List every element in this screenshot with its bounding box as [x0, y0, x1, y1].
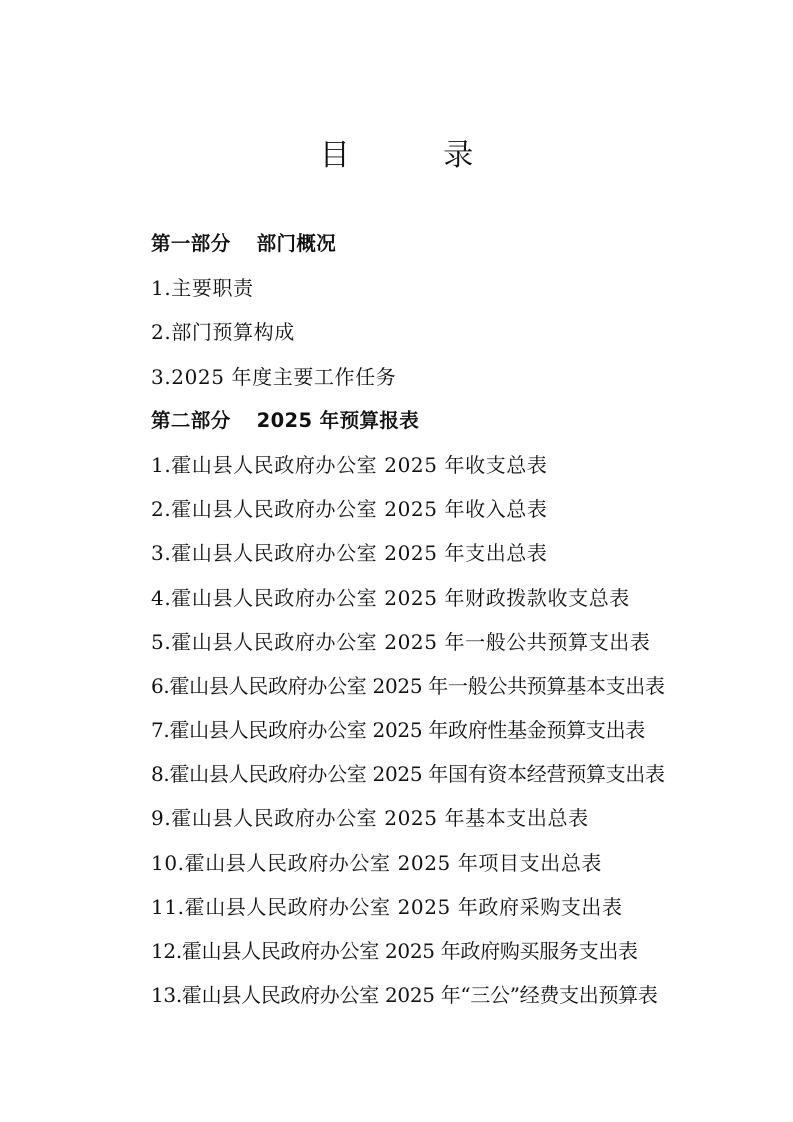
- section-title: 部门概况: [256, 232, 337, 255]
- toc-entry[interactable]: 3.霍山县人民政府办公室 2025 年支出总表: [151, 541, 548, 566]
- page-title: 目 录: [319, 138, 516, 173]
- section-title: 2025 年预算报表: [256, 408, 420, 432]
- section-number: 第一部分: [151, 232, 231, 255]
- toc-entry[interactable]: 8.霍山县人民政府办公室 2025 年国有资本经营预算支出表: [151, 762, 665, 787]
- toc-section-1-heading[interactable]: [151, 226, 771, 270]
- toc-entry[interactable]: 9.霍山县人民政府办公室 2025 年基本支出总表: [151, 806, 589, 831]
- section-number: 第二部分: [151, 408, 231, 432]
- toc-entry[interactable]: 7.霍山县人民政府办公室 2025 年政府性基金预算支出表: [151, 718, 645, 743]
- toc-entry[interactable]: 3.2025 年度主要工作任务: [151, 364, 397, 389]
- toc-entry[interactable]: 6.霍山县人民政府办公室 2025 年一般公共预算基本支出表: [151, 673, 665, 698]
- toc-entry[interactable]: 12.霍山县人民政府办公室 2025 年政府购买服务支出表: [151, 939, 638, 963]
- toc-entry[interactable]: 1.霍山县人民政府办公室 2025 年收支总表: [151, 452, 548, 477]
- toc-entry[interactable]: 1.主要职责: [151, 276, 254, 301]
- toc-entry[interactable]: 5.霍山县人民政府办公室 2025 年一般公共预算支出表: [151, 629, 651, 654]
- table-of-contents: [151, 226, 771, 1021]
- toc-entry[interactable]: 10.霍山县人民政府办公室 2025 年项目支出总表: [151, 850, 603, 875]
- toc-entry[interactable]: 13.霍山县人民政府办公室 2025 年“三公”经费支出预算表: [151, 983, 658, 1008]
- toc-entry[interactable]: 11.霍山县人民政府办公室 2025 年政府采购支出表: [151, 894, 623, 919]
- toc-entry[interactable]: 2.部门预算构成: [151, 320, 295, 345]
- toc-entry[interactable]: 2.霍山县人民政府办公室 2025 年收入总表: [151, 497, 548, 522]
- toc-entry[interactable]: 4.霍山县人民政府办公室 2025 年财政拨款收支总表: [151, 585, 630, 610]
- toc-section-2-heading[interactable]: [151, 403, 771, 447]
